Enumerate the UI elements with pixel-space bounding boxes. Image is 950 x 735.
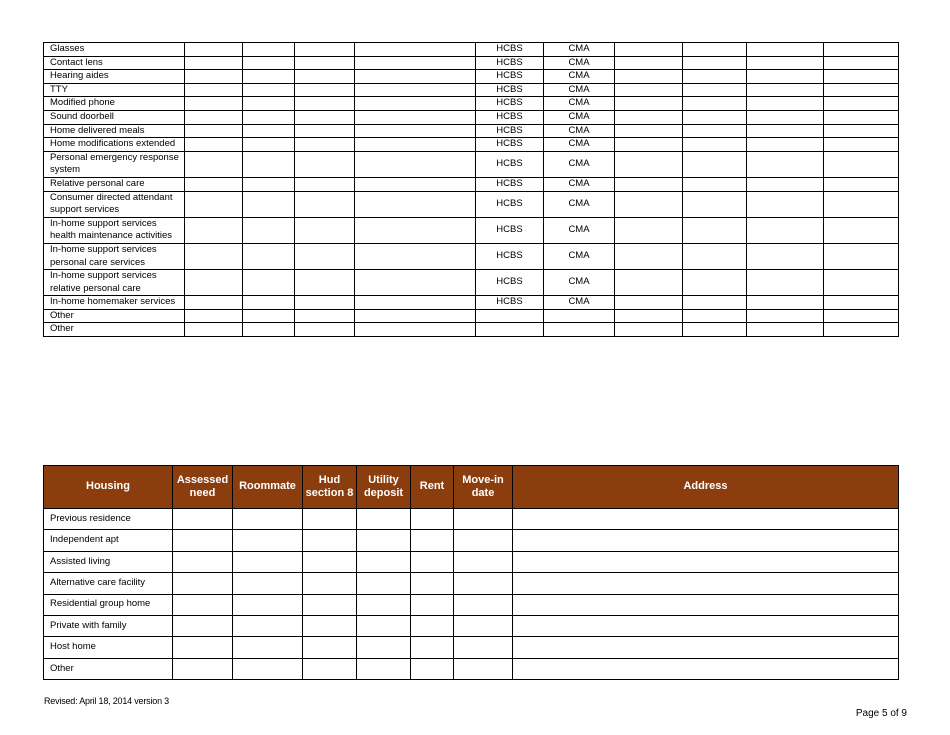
entry-cell[interactable]: [615, 110, 683, 124]
entry-cell[interactable]: [513, 530, 899, 551]
housing-label: Assisted living: [44, 551, 173, 572]
entry-cell[interactable]: [243, 124, 295, 138]
entry-cell[interactable]: [243, 110, 295, 124]
entry-cell[interactable]: [411, 594, 454, 615]
service-label: In-home support services relative personal care: [44, 270, 185, 296]
entry-cell[interactable]: [303, 551, 357, 572]
entry-cell[interactable]: [615, 243, 683, 269]
entry-cell[interactable]: [295, 191, 355, 217]
entry-cell[interactable]: [303, 637, 357, 658]
entry-cell[interactable]: [747, 270, 824, 296]
code-hcbs: HCBS: [476, 217, 544, 243]
entry-cell[interactable]: [243, 309, 295, 323]
entry-cell[interactable]: [513, 615, 899, 636]
entry-cell[interactable]: [173, 594, 233, 615]
entry-cell[interactable]: [355, 191, 476, 217]
housing-column-header: Move-in date: [454, 466, 513, 509]
service-label: Contact lens: [44, 56, 185, 70]
service-row: [44, 309, 899, 323]
service-row: [44, 138, 899, 152]
entry-cell[interactable]: [295, 56, 355, 70]
entry-cell[interactable]: [454, 615, 513, 636]
entry-cell[interactable]: [243, 83, 295, 97]
entry-cell[interactable]: [683, 70, 747, 84]
entry-cell[interactable]: [357, 637, 411, 658]
code-hcbs: HCBS: [476, 110, 544, 124]
entry-cell[interactable]: [824, 70, 899, 84]
code-cma: CMA: [544, 124, 615, 138]
entry-cell[interactable]: [173, 637, 233, 658]
entry-cell[interactable]: [185, 124, 243, 138]
housing-label: Residential group home: [44, 594, 173, 615]
entry-cell[interactable]: [683, 296, 747, 310]
entry-cell[interactable]: [513, 658, 899, 679]
entry-cell[interactable]: [173, 615, 233, 636]
entry-cell[interactable]: [454, 509, 513, 530]
entry-cell[interactable]: [513, 573, 899, 594]
entry-cell[interactable]: [295, 270, 355, 296]
entry-cell[interactable]: [411, 530, 454, 551]
code-cma: CMA: [544, 97, 615, 111]
entry-cell[interactable]: [355, 243, 476, 269]
entry-cell[interactable]: [615, 177, 683, 191]
entry-cell[interactable]: [295, 97, 355, 111]
entry-cell[interactable]: [615, 56, 683, 70]
entry-cell[interactable]: [747, 97, 824, 111]
entry-cell[interactable]: [173, 573, 233, 594]
housing-row: [44, 530, 899, 551]
entry-cell[interactable]: [357, 615, 411, 636]
entry-cell[interactable]: [747, 43, 824, 57]
entry-cell[interactable]: [615, 151, 683, 177]
code-hcbs: HCBS: [476, 70, 544, 84]
code-hcbs: HCBS: [476, 191, 544, 217]
entry-cell[interactable]: [295, 124, 355, 138]
code-hcbs: HCBS: [476, 177, 544, 191]
housing-label: Host home: [44, 637, 173, 658]
entry-cell[interactable]: [683, 83, 747, 97]
entry-cell[interactable]: [683, 110, 747, 124]
service-row: [44, 97, 899, 111]
entry-cell[interactable]: [683, 124, 747, 138]
entry-cell[interactable]: [243, 296, 295, 310]
entry-cell[interactable]: [454, 658, 513, 679]
entry-cell[interactable]: [185, 217, 243, 243]
housing-header-row: [44, 466, 899, 509]
entry-cell[interactable]: [615, 309, 683, 323]
entry-cell[interactable]: [295, 296, 355, 310]
entry-cell[interactable]: [747, 191, 824, 217]
entry-cell[interactable]: [185, 243, 243, 269]
code-hcbs: HCBS: [476, 243, 544, 269]
entry-cell[interactable]: [243, 191, 295, 217]
entry-cell[interactable]: [233, 573, 303, 594]
entry-cell[interactable]: [513, 594, 899, 615]
entry-cell[interactable]: [747, 124, 824, 138]
entry-cell[interactable]: [233, 637, 303, 658]
entry-cell[interactable]: [411, 573, 454, 594]
entry-cell[interactable]: [185, 110, 243, 124]
code-hcbs: HCBS: [476, 43, 544, 57]
housing-row: [44, 551, 899, 572]
housing-row: [44, 573, 899, 594]
code-cma: CMA: [544, 56, 615, 70]
entry-cell[interactable]: [747, 243, 824, 269]
entry-cell[interactable]: [355, 70, 476, 84]
housing-table: [43, 465, 899, 680]
code-cma: CMA: [544, 270, 615, 296]
entry-cell[interactable]: [185, 138, 243, 152]
entry-cell[interactable]: [357, 509, 411, 530]
entry-cell[interactable]: [615, 83, 683, 97]
entry-cell[interactable]: [295, 151, 355, 177]
entry-cell[interactable]: [824, 177, 899, 191]
service-row: [44, 217, 899, 243]
entry-cell[interactable]: [683, 138, 747, 152]
entry-cell[interactable]: [683, 270, 747, 296]
entry-cell[interactable]: [513, 509, 899, 530]
entry-cell[interactable]: [544, 309, 615, 323]
entry-cell[interactable]: [683, 177, 747, 191]
entry-cell[interactable]: [615, 97, 683, 111]
code-cma: CMA: [544, 243, 615, 269]
entry-cell[interactable]: [295, 323, 355, 337]
entry-cell[interactable]: [355, 138, 476, 152]
entry-cell[interactable]: [683, 217, 747, 243]
entry-cell[interactable]: [824, 124, 899, 138]
entry-cell[interactable]: [355, 97, 476, 111]
entry-cell[interactable]: [454, 530, 513, 551]
code-hcbs: HCBS: [476, 151, 544, 177]
entry-cell[interactable]: [355, 296, 476, 310]
entry-cell[interactable]: [683, 151, 747, 177]
service-row: [44, 110, 899, 124]
code-cma: CMA: [544, 151, 615, 177]
housing-column-header: Roommate: [233, 466, 303, 509]
entry-cell[interactable]: [295, 217, 355, 243]
code-cma: CMA: [544, 43, 615, 57]
service-row: [44, 191, 899, 217]
service-row: [44, 151, 899, 177]
entry-cell[interactable]: [411, 637, 454, 658]
code-hcbs: HCBS: [476, 138, 544, 152]
entry-cell[interactable]: [513, 551, 899, 572]
entry-cell[interactable]: [411, 615, 454, 636]
entry-cell[interactable]: [355, 83, 476, 97]
entry-cell[interactable]: [355, 177, 476, 191]
entry-cell[interactable]: [243, 177, 295, 191]
entry-cell[interactable]: [243, 97, 295, 111]
entry-cell[interactable]: [295, 43, 355, 57]
entry-cell[interactable]: [185, 151, 243, 177]
entry-cell[interactable]: [824, 191, 899, 217]
entry-cell[interactable]: [513, 637, 899, 658]
entry-cell[interactable]: [454, 551, 513, 572]
code-hcbs: HCBS: [476, 83, 544, 97]
entry-cell[interactable]: [295, 110, 355, 124]
entry-cell[interactable]: [355, 56, 476, 70]
code-hcbs: HCBS: [476, 270, 544, 296]
service-label: In-home support services health maintenance activities: [44, 217, 185, 243]
entry-cell[interactable]: [747, 177, 824, 191]
entry-cell[interactable]: [233, 658, 303, 679]
service-row: [44, 70, 899, 84]
entry-cell[interactable]: [355, 124, 476, 138]
entry-cell[interactable]: [476, 309, 544, 323]
entry-cell[interactable]: [747, 138, 824, 152]
entry-cell[interactable]: [295, 83, 355, 97]
entry-cell[interactable]: [295, 309, 355, 323]
code-cma: CMA: [544, 83, 615, 97]
service-label: Consumer directed attendant support services: [44, 191, 185, 217]
entry-cell[interactable]: [615, 124, 683, 138]
service-row: [44, 124, 899, 138]
service-label: In-home support services personal care services: [44, 243, 185, 269]
entry-cell[interactable]: [185, 97, 243, 111]
entry-cell[interactable]: [824, 56, 899, 70]
entry-cell[interactable]: [185, 309, 243, 323]
entry-cell[interactable]: [683, 191, 747, 217]
entry-cell[interactable]: [824, 151, 899, 177]
entry-cell[interactable]: [243, 56, 295, 70]
entry-cell[interactable]: [747, 323, 824, 337]
entry-cell[interactable]: [824, 43, 899, 57]
entry-cell[interactable]: [243, 323, 295, 337]
entry-cell[interactable]: [355, 151, 476, 177]
service-row: [44, 177, 899, 191]
entry-cell[interactable]: [454, 573, 513, 594]
housing-label: Independent apt: [44, 530, 173, 551]
service-row: [44, 243, 899, 269]
service-label: Modified phone: [44, 97, 185, 111]
entry-cell[interactable]: [355, 43, 476, 57]
entry-cell[interactable]: [185, 56, 243, 70]
housing-label: Private with family: [44, 615, 173, 636]
code-hcbs: HCBS: [476, 296, 544, 310]
code-cma: CMA: [544, 177, 615, 191]
service-label: Home modifications extended: [44, 138, 185, 152]
entry-cell[interactable]: [355, 270, 476, 296]
entry-cell[interactable]: [185, 70, 243, 84]
service-row: [44, 270, 899, 296]
entry-cell[interactable]: [824, 110, 899, 124]
service-row: [44, 323, 899, 337]
entry-cell[interactable]: [233, 615, 303, 636]
entry-cell[interactable]: [824, 309, 899, 323]
entry-cell[interactable]: [303, 658, 357, 679]
entry-cell[interactable]: [357, 658, 411, 679]
housing-column-header: Utility deposit: [357, 466, 411, 509]
code-cma: CMA: [544, 191, 615, 217]
service-label: Glasses: [44, 43, 185, 57]
code-cma: CMA: [544, 296, 615, 310]
entry-cell[interactable]: [233, 509, 303, 530]
entry-cell[interactable]: [233, 551, 303, 572]
entry-cell[interactable]: [357, 573, 411, 594]
entry-cell[interactable]: [824, 83, 899, 97]
service-label: Other: [44, 309, 185, 323]
entry-cell[interactable]: [683, 56, 747, 70]
entry-cell[interactable]: [683, 243, 747, 269]
entry-cell[interactable]: [303, 615, 357, 636]
housing-label: Previous residence: [44, 509, 173, 530]
entry-cell[interactable]: [544, 323, 615, 337]
service-label: Sound doorbell: [44, 110, 185, 124]
housing-row: [44, 594, 899, 615]
entry-cell[interactable]: [303, 573, 357, 594]
entry-cell[interactable]: [185, 270, 243, 296]
code-cma: CMA: [544, 110, 615, 124]
service-label: Other: [44, 323, 185, 337]
entry-cell[interactable]: [747, 110, 824, 124]
housing-row: [44, 658, 899, 679]
entry-cell[interactable]: [295, 177, 355, 191]
service-row: [44, 56, 899, 70]
service-label: Home delivered meals: [44, 124, 185, 138]
housing-row: [44, 615, 899, 636]
entry-cell[interactable]: [303, 530, 357, 551]
housing-column-header: Housing: [44, 466, 173, 509]
entry-cell[interactable]: [824, 243, 899, 269]
entry-cell[interactable]: [683, 323, 747, 337]
housing-label: Other: [44, 658, 173, 679]
entry-cell[interactable]: [243, 138, 295, 152]
entry-cell[interactable]: [747, 309, 824, 323]
entry-cell[interactable]: [173, 658, 233, 679]
service-label: Personal emergency response system: [44, 151, 185, 177]
entry-cell[interactable]: [355, 323, 476, 337]
entry-cell[interactable]: [243, 217, 295, 243]
entry-cell[interactable]: [243, 243, 295, 269]
entry-cell[interactable]: [185, 296, 243, 310]
entry-cell[interactable]: [243, 43, 295, 57]
entry-cell[interactable]: [295, 138, 355, 152]
entry-cell[interactable]: [747, 83, 824, 97]
entry-cell[interactable]: [233, 594, 303, 615]
entry-cell[interactable]: [454, 594, 513, 615]
entry-cell[interactable]: [747, 56, 824, 70]
entry-cell[interactable]: [747, 151, 824, 177]
service-row: [44, 43, 899, 57]
entry-cell[interactable]: [173, 509, 233, 530]
entry-cell[interactable]: [357, 551, 411, 572]
entry-cell[interactable]: [185, 83, 243, 97]
service-label: In-home homemaker services: [44, 296, 185, 310]
entry-cell[interactable]: [243, 70, 295, 84]
service-label: Relative personal care: [44, 177, 185, 191]
entry-cell[interactable]: [615, 270, 683, 296]
service-label: Hearing aides: [44, 70, 185, 84]
revision-note: Revised: April 18, 2014 version 3: [44, 696, 169, 706]
service-label: TTY: [44, 83, 185, 97]
entry-cell[interactable]: [747, 296, 824, 310]
entry-cell[interactable]: [615, 43, 683, 57]
code-hcbs: HCBS: [476, 97, 544, 111]
code-cma: CMA: [544, 70, 615, 84]
housing-column-header: Hud section 8: [303, 466, 357, 509]
housing-column-header: Address: [513, 466, 899, 509]
entry-cell[interactable]: [824, 138, 899, 152]
entry-cell[interactable]: [243, 151, 295, 177]
entry-cell[interactable]: [683, 309, 747, 323]
entry-cell[interactable]: [411, 658, 454, 679]
entry-cell[interactable]: [683, 97, 747, 111]
housing-row: [44, 509, 899, 530]
code-cma: CMA: [544, 138, 615, 152]
page-number: Page 5 of 9: [855, 708, 907, 719]
code-cma: CMA: [544, 217, 615, 243]
code-hcbs: HCBS: [476, 124, 544, 138]
entry-cell[interactable]: [303, 594, 357, 615]
entry-cell[interactable]: [357, 530, 411, 551]
entry-cell[interactable]: [185, 191, 243, 217]
entry-cell[interactable]: [355, 217, 476, 243]
entry-cell[interactable]: [173, 530, 233, 551]
entry-cell[interactable]: [357, 594, 411, 615]
entry-cell[interactable]: [747, 70, 824, 84]
entry-cell[interactable]: [824, 270, 899, 296]
entry-cell[interactable]: [824, 296, 899, 310]
entry-cell[interactable]: [683, 43, 747, 57]
entry-cell[interactable]: [615, 138, 683, 152]
entry-cell[interactable]: [355, 309, 476, 323]
services-table: [43, 42, 899, 337]
entry-cell[interactable]: [295, 243, 355, 269]
entry-cell[interactable]: [615, 70, 683, 84]
entry-cell[interactable]: [615, 217, 683, 243]
entry-cell[interactable]: [185, 43, 243, 57]
housing-column-header: Rent: [411, 466, 454, 509]
code-hcbs: HCBS: [476, 56, 544, 70]
entry-cell[interactable]: [173, 551, 233, 572]
entry-cell[interactable]: [295, 70, 355, 84]
entry-cell[interactable]: [615, 323, 683, 337]
entry-cell[interactable]: [243, 270, 295, 296]
entry-cell[interactable]: [824, 217, 899, 243]
entry-cell[interactable]: [411, 509, 454, 530]
housing-column-header: Assessed need: [173, 466, 233, 509]
entry-cell[interactable]: [411, 551, 454, 572]
entry-cell[interactable]: [233, 530, 303, 551]
entry-cell[interactable]: [615, 296, 683, 310]
entry-cell[interactable]: [747, 217, 824, 243]
entry-cell[interactable]: [476, 323, 544, 337]
entry-cell[interactable]: [185, 177, 243, 191]
entry-cell[interactable]: [355, 110, 476, 124]
service-row: [44, 296, 899, 310]
entry-cell[interactable]: [185, 323, 243, 337]
service-row: [44, 83, 899, 97]
entry-cell[interactable]: [303, 509, 357, 530]
housing-row: [44, 637, 899, 658]
entry-cell[interactable]: [615, 191, 683, 217]
entry-cell[interactable]: [824, 323, 899, 337]
entry-cell[interactable]: [454, 637, 513, 658]
entry-cell[interactable]: [824, 97, 899, 111]
housing-label: Alternative care facility: [44, 573, 173, 594]
